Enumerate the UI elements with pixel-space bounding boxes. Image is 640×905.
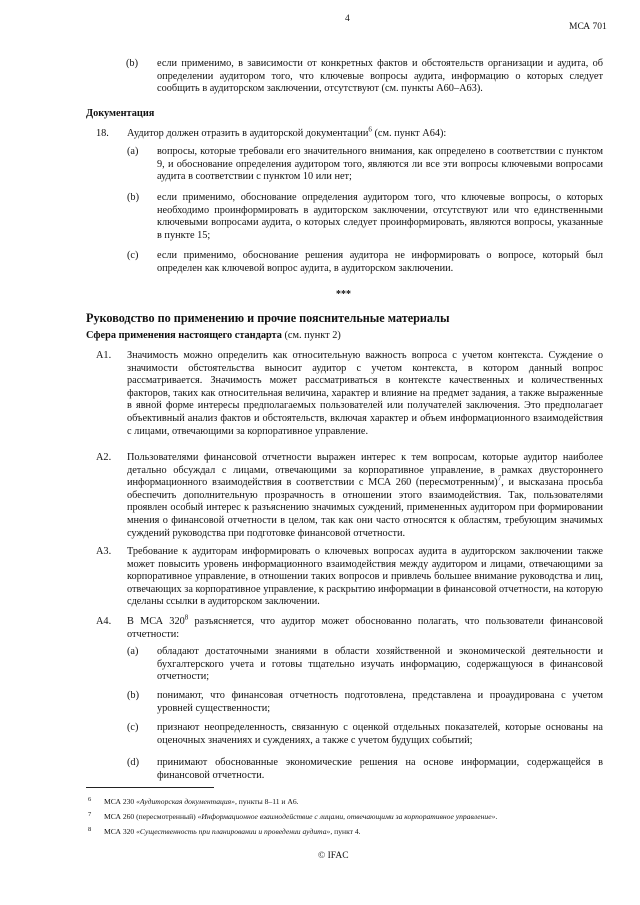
list-item-text: если применимо, обоснование решения аудитора не информировать о вопросе, который был определен как ключевой вопрос аудита, в аудиторском заключении.: [157, 250, 603, 274]
footnote-divider: [86, 787, 214, 788]
footnote-number: 8: [88, 826, 92, 833]
list-item-text: обладают достаточными знаниями в области хозяйственной и экономической деятельности и бухгалтерского учета и готовы тщательно изучать информацию, содержащуюся в финансовой отчетности;: [157, 646, 603, 683]
list-marker: (a): [127, 146, 139, 157]
list-item-text: признают неопределенность, связанную с оценкой отдельных показателей, которые основаны на оценочных значениях и суждениях, а также с учетом будущих событий;: [157, 722, 603, 746]
subheading-scope: Сфера применения настоящего стандарта (см. пункт 2): [86, 330, 341, 341]
page-footer: © IFAC: [318, 851, 349, 861]
list-item-text: вопросы, которые требовали его значительного внимания, как определено в соответствии с пунктом 9, и обоснование определения аудитором того, являются ли все эти вопросы ключевыми вопросами аудита в соответствии с пунктом 10 или нет;: [157, 146, 603, 183]
paragraph-number: 18.: [96, 128, 109, 139]
footnote-ref: 7: [497, 474, 502, 483]
separator: ***: [336, 289, 351, 300]
list-marker: (d): [127, 757, 140, 768]
footnote-text: МСА 230 «Аудиторская документация», пункты 8–11 и A6.: [104, 797, 299, 806]
page-number: 4: [345, 14, 350, 24]
paragraph-number: A4.: [96, 616, 112, 627]
list-item-text: если применимо, обоснование определения аудитором того, что ключевые вопросы, о которых необходимо проинформировать в аудиторском заключении, отсутствуют или что единственными ключевыми вопросами аудита, о которых следует проинформировать, являются вопросы, указанные в пункте 15;: [157, 192, 603, 241]
list-marker: (b): [127, 192, 140, 203]
section-heading-documentation: Документация: [86, 108, 155, 119]
section-heading-guidance: Руководство по применению и прочие пояснительные материалы: [86, 311, 450, 325]
paragraph-number: A2.: [96, 452, 112, 463]
paragraph-number: A1.: [96, 350, 112, 361]
paragraph-text: В МСА $320^8$ разъясняется, что аудитор может обоснованно полагать, что пользователи финансовой отчетности:: [127, 613, 603, 640]
footnote-number: 6: [88, 796, 92, 803]
paragraph-text: Требование к аудиторам информировать о ключевых вопросах аудита в аудиторском заключении также может повысить уровень информационного взаимодействия между аудитором и лицами, отвечающими за корпоративное управление, в отношении таких вопросов и привлечь большее внимание руководства и лиц, отвечающих за корпоративное управление, к раскрытию информации в финансовой отчетности, на которую сделаны ссылки в аудиторском заключении.: [127, 546, 603, 608]
footnote-ref: 8: [184, 613, 189, 622]
list-item-text: если применимо, в зависимости от конкретных фактов и обстоятельств организации и аудита, об определении аудитором того, что ключевые вопросы аудита, информацию о которых следует сообщить в аудиторском заключении, отсутствуют (см. пункты A60–A63).: [157, 58, 603, 95]
list-marker: (c): [127, 722, 139, 733]
list-item-text: понимают, что финансовая отчетность подготовлена, представлена и проаудирована с учетом уровней существенности;: [157, 690, 603, 714]
list-marker: (c): [127, 250, 139, 261]
list-item-text: принимают обоснованные экономические решения на основе информации, содержащейся в финансовой отчетности.: [157, 757, 603, 781]
footnote-ref: 6: [368, 125, 372, 134]
footnote-number: 7: [88, 811, 92, 818]
list-marker: (b): [126, 58, 139, 69]
paragraph-number: A3.: [96, 546, 112, 557]
paragraph-text: Пользователями финансовой отчетности выражен интерес к тем вопросам, которые аудитор наиболее детально обсуждал с лицами, отвечающими за корпоративное управление, в рамках двустороннего информационного взаимодействия в соответствии с МСА 260 (пересмотренным)$^7$, и высказана просьба обеспечить дополнительную прозрачность в отношении этого взаимодействия. Так, пользователями проявлен особый интерес к разъяснению значимых суждений, примененных аудитором при формировании мнения о финансовой отчетности в целом, так как они часто относятся к областям, требующим значимых суждений руководства при подготовке финансовой отчетности.: [127, 452, 603, 539]
list-marker: (a): [127, 646, 139, 657]
footnote-text: МСА 260 (пересмотренный) «Информационное взаимодействие с лицами, отвечающими за корпоративное управление».: [104, 812, 498, 821]
footnote-text: МСА 320 «Существенность при планировании и проведении аудита», пункт 4.: [104, 827, 361, 836]
standard-code: МСА 701: [569, 22, 607, 32]
paragraph-text: Значимость можно определить как относительную важность вопроса с учетом контекста. Суждение о значимости обстоятельства выносит аудитор с учетом контекста, в котором данный вопрос рассматривается. Значимость может рассматриваться в контексте качественных и количественных факторов, таких как относительная величина, характер и влияние на предмет задания, а также выраженные в явной форме интересы предполагаемых пользователей или получателей заключения. Это предполагает объективный анализ фактов и обстоятельств, включая характер и объем информационного взаимодействия с лицами, отвечающими за корпоративное управление.: [127, 350, 603, 437]
list-marker: (b): [127, 690, 140, 701]
paragraph-text: Аудитор должен отразить в аудиторской документации$^6$ (см. пункт A64):: [127, 125, 447, 139]
